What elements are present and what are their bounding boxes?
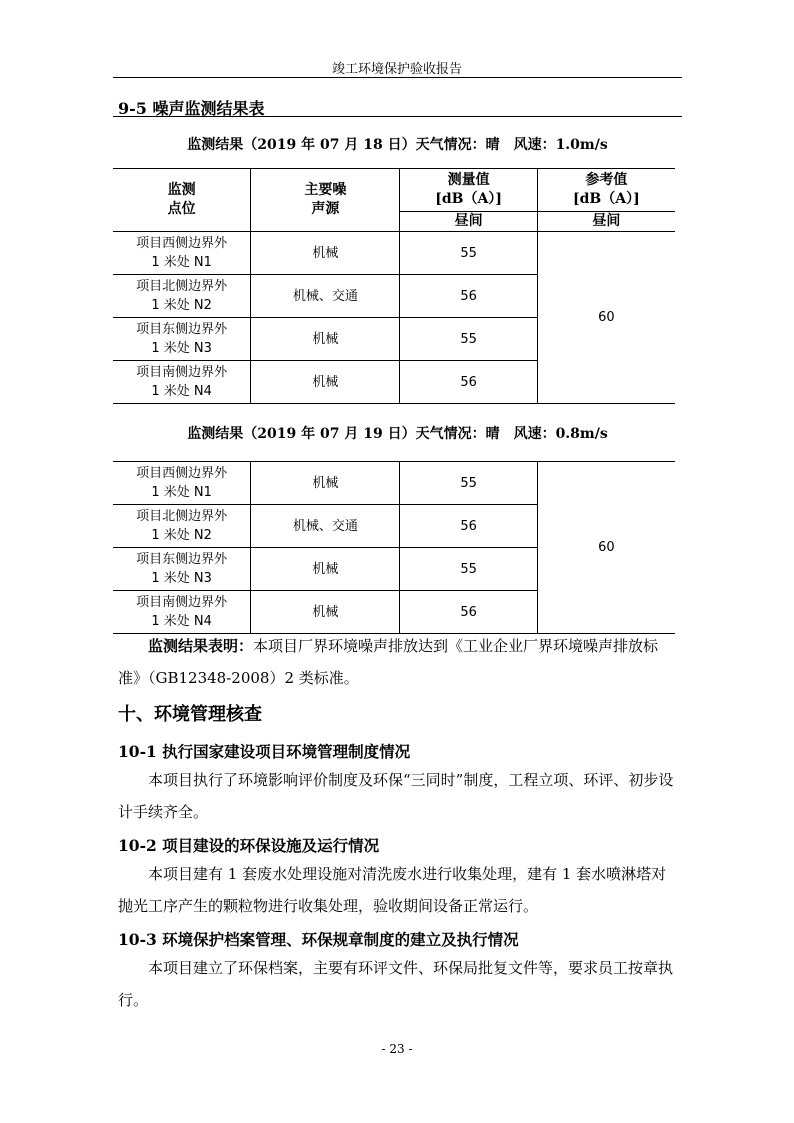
running-header: 竣工环境保护验收报告: [331, 62, 462, 77]
point-cell: 项目南侧边界外 1 米处 N4: [113, 591, 251, 634]
subsection-paragraph: 本项目执行了环境影响评价制度及环保“三同时”制度，工程立项、环评、初步设计手续齐全。: [118, 771, 674, 821]
page-number: - 23 -: [381, 1042, 413, 1056]
header-measured-daytime: 昼间: [400, 212, 537, 232]
point-cell: 项目西侧边界外 1 米处 N1: [113, 462, 251, 505]
point-cell: 项目北侧边界外 1 米处 N2: [113, 505, 251, 548]
chapter-title: 十、环境管理核查: [118, 704, 262, 725]
value-cell: 56: [400, 275, 537, 318]
header-source: 主要噪 声源: [251, 169, 400, 232]
noise-table-1: [113, 168, 675, 404]
header-reference: 参考值 [dB（A）]: [537, 169, 675, 212]
value-cell: 55: [400, 232, 537, 275]
value-cell: 55: [400, 548, 537, 591]
source-cell: 机械: [251, 361, 400, 404]
value-cell: 56: [400, 505, 537, 548]
table-row: [113, 232, 675, 275]
reference-value-cell: 60: [537, 232, 675, 404]
subsection-title: 10-1 执行国家建设项目环境管理制度情况: [118, 742, 411, 761]
source-cell: 机械、交通: [251, 275, 400, 318]
value-cell: 55: [400, 462, 537, 505]
header-reference-daytime: 昼间: [537, 212, 675, 232]
section-title: 9-5 噪声监测结果表: [118, 99, 265, 118]
conclusion-paragraph: [118, 630, 678, 694]
point-cell: 项目西侧边界外 1 米处 N1: [113, 232, 251, 275]
point-cell: 项目北侧边界外 1 米处 N2: [113, 275, 251, 318]
value-cell: 56: [400, 361, 537, 404]
source-cell: 机械: [251, 591, 400, 634]
subsection-paragraph: 本项目建立了环保档案，主要有环评文件、环保局批复文件等，要求员工按章执行。: [118, 959, 674, 1009]
source-cell: 机械、交通: [251, 505, 400, 548]
section-rule: [113, 116, 682, 117]
header-point: 监测 点位: [113, 169, 251, 232]
table1-caption: 监测结果（2019 年 07 月 18 日）天气情况：晴 风速：1.0m/s: [187, 137, 608, 153]
source-cell: 机械: [251, 548, 400, 591]
header-rule: [113, 77, 682, 78]
header-measured: 测量值 [dB（A）]: [400, 169, 537, 212]
subsection-title: 10-3 环境保护档案管理、环保规章制度的建立及执行情况: [118, 930, 519, 949]
reference-value-cell: 60: [537, 462, 675, 634]
value-cell: 55: [400, 318, 537, 361]
point-cell: 项目东侧边界外 1 米处 N3: [113, 318, 251, 361]
noise-table-2: [113, 461, 675, 634]
value-cell: 56: [400, 591, 537, 634]
table-row: [113, 462, 675, 505]
point-cell: 项目东侧边界外 1 米处 N3: [113, 548, 251, 591]
source-cell: 机械: [251, 462, 400, 505]
subsection-title: 10-2 项目建设的环保设施及运行情况: [118, 836, 380, 855]
conclusion-label: 监测结果表明：: [148, 637, 254, 655]
source-cell: 机械: [251, 318, 400, 361]
point-cell: 项目南侧边界外 1 米处 N4: [113, 361, 251, 404]
conclusion-text: 本项目厂界环境噪声排放达到《工业企业厂界环境噪声排放标准》（GB12348-2008）2 类标准。: [118, 637, 659, 687]
subsection-paragraph: 本项目建有 1 套废水处理设施对清洗废水进行收集处理，建有 1 套水喷淋塔对抛光工序产生的颗粒物进行收集处理，验收期间设备正常运行。: [118, 865, 667, 915]
source-cell: 机械: [251, 232, 400, 275]
table2-caption: 监测结果（2019 年 07 月 19 日）天气情况：晴 风速：0.8m/s: [187, 426, 608, 442]
